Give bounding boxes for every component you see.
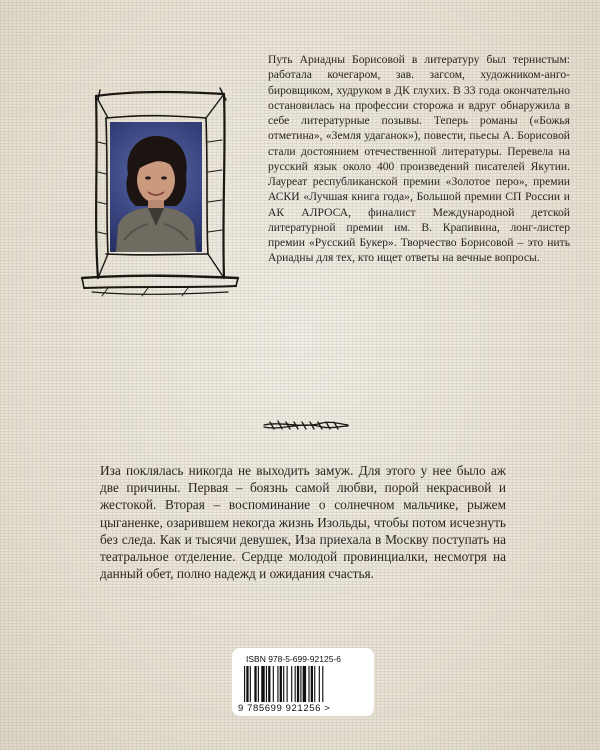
- book-annotation: Иза поклялась никогда не выходить замуж. Для этого у нее было аж две причины. Первая – боязнь самой любви, порой некрасивой и жестокой. Вторая – воспоминание о солнечном мальчике, рыжем цыганенке, озарившем некогда жизнь Изольды, чтобы потом исчезнуть без следа. Как и тысячи девушек, Иза приехала в Москву поступать на театральное отделение. Сердце молодой провинциалки, несмотря на данный обет, полно надежд и ожидания счастья.: [100, 463, 506, 582]
- isbn-text: ISBN 978-5-699-92125-6: [246, 654, 341, 664]
- ean-digits: 9 785699 921256 >: [238, 703, 331, 714]
- author-biography: Путь Ариадны Борисовой в литературу был тернистым: работала кочегаром, зав. загсом, художником-ангобировщиком, худруком в ДК глухих. В 33 года окончательно остановилась на профессии сторожа и вдруг обнаружила в себе литературные позывы. Теперь романы («Божья отметина», «Земля удаганок»), повести, пьесы А. Борисовой стали достоянием отечественной литературы. Перевела на русский язык около 400 произведений писателей Якутии. Лауреат республиканской премии «Золотое перо», премии АСКИ «Лучшая книга года», Большой премии СП России и АК АЛРОСА, финалист Международной детской литературной премии им. В. Крапивина, лонг-листер премии «Русский Букер». Творчество Борисовой – это нить Ариадны для тех, кто ищет ответы на вечные вопросы.: [268, 53, 570, 265]
- author-portrait-frame: [78, 82, 240, 304]
- sketched-window-frame-icon: [78, 82, 240, 304]
- braided-ornament-icon: [262, 418, 350, 432]
- barcode-bars-icon: [242, 666, 364, 702]
- barcode-label: [232, 648, 374, 716]
